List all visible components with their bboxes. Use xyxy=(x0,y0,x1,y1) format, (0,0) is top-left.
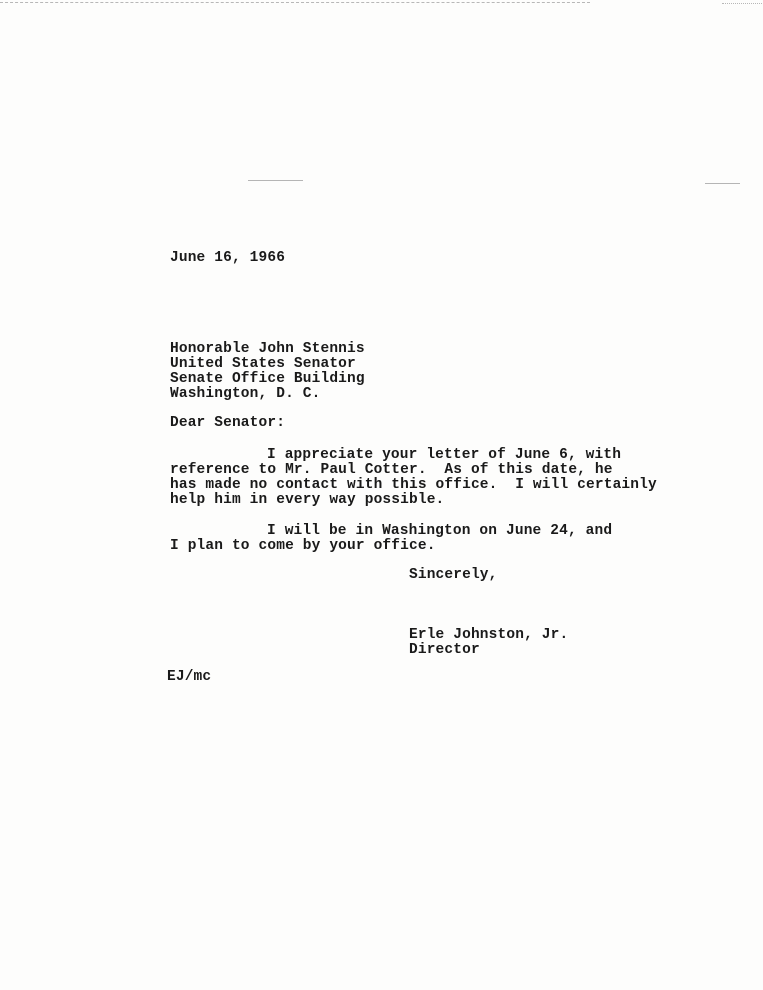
closing: Sincerely, xyxy=(409,567,498,583)
letter-date: June 16, 1966 xyxy=(170,250,286,266)
body-paragraph-1-line-2: reference to Mr. Paul Cotter. As of this date, he xyxy=(170,462,613,478)
body-paragraph-1-line-3: has made no contact with this office. I will certainly xyxy=(170,477,657,493)
scan-artifact-top xyxy=(0,2,590,3)
recipient-address: Senate Office Building xyxy=(170,371,365,387)
body-paragraph-2-line-1: I will be in Washington on June 24, and xyxy=(267,523,613,539)
typist-initials: EJ/mc xyxy=(167,669,212,685)
body-paragraph-1-line-4: help him in every way possible. xyxy=(170,492,445,508)
signature-name: Erle Johnston, Jr. xyxy=(409,627,569,643)
body-paragraph-2-line-2: I plan to come by your office. xyxy=(170,538,436,554)
signature-title: Director xyxy=(409,642,480,658)
body-paragraph-1-line-1: I appreciate your letter of June 6, with xyxy=(267,447,622,463)
scan-artifact-top-right xyxy=(722,3,762,4)
salutation: Dear Senator: xyxy=(170,415,286,431)
recipient-city: Washington, D. C. xyxy=(170,386,321,402)
recipient-name: Honorable John Stennis xyxy=(170,341,365,357)
scan-speck xyxy=(248,180,303,181)
recipient-title: United States Senator xyxy=(170,356,356,372)
scan-speck xyxy=(705,183,740,184)
